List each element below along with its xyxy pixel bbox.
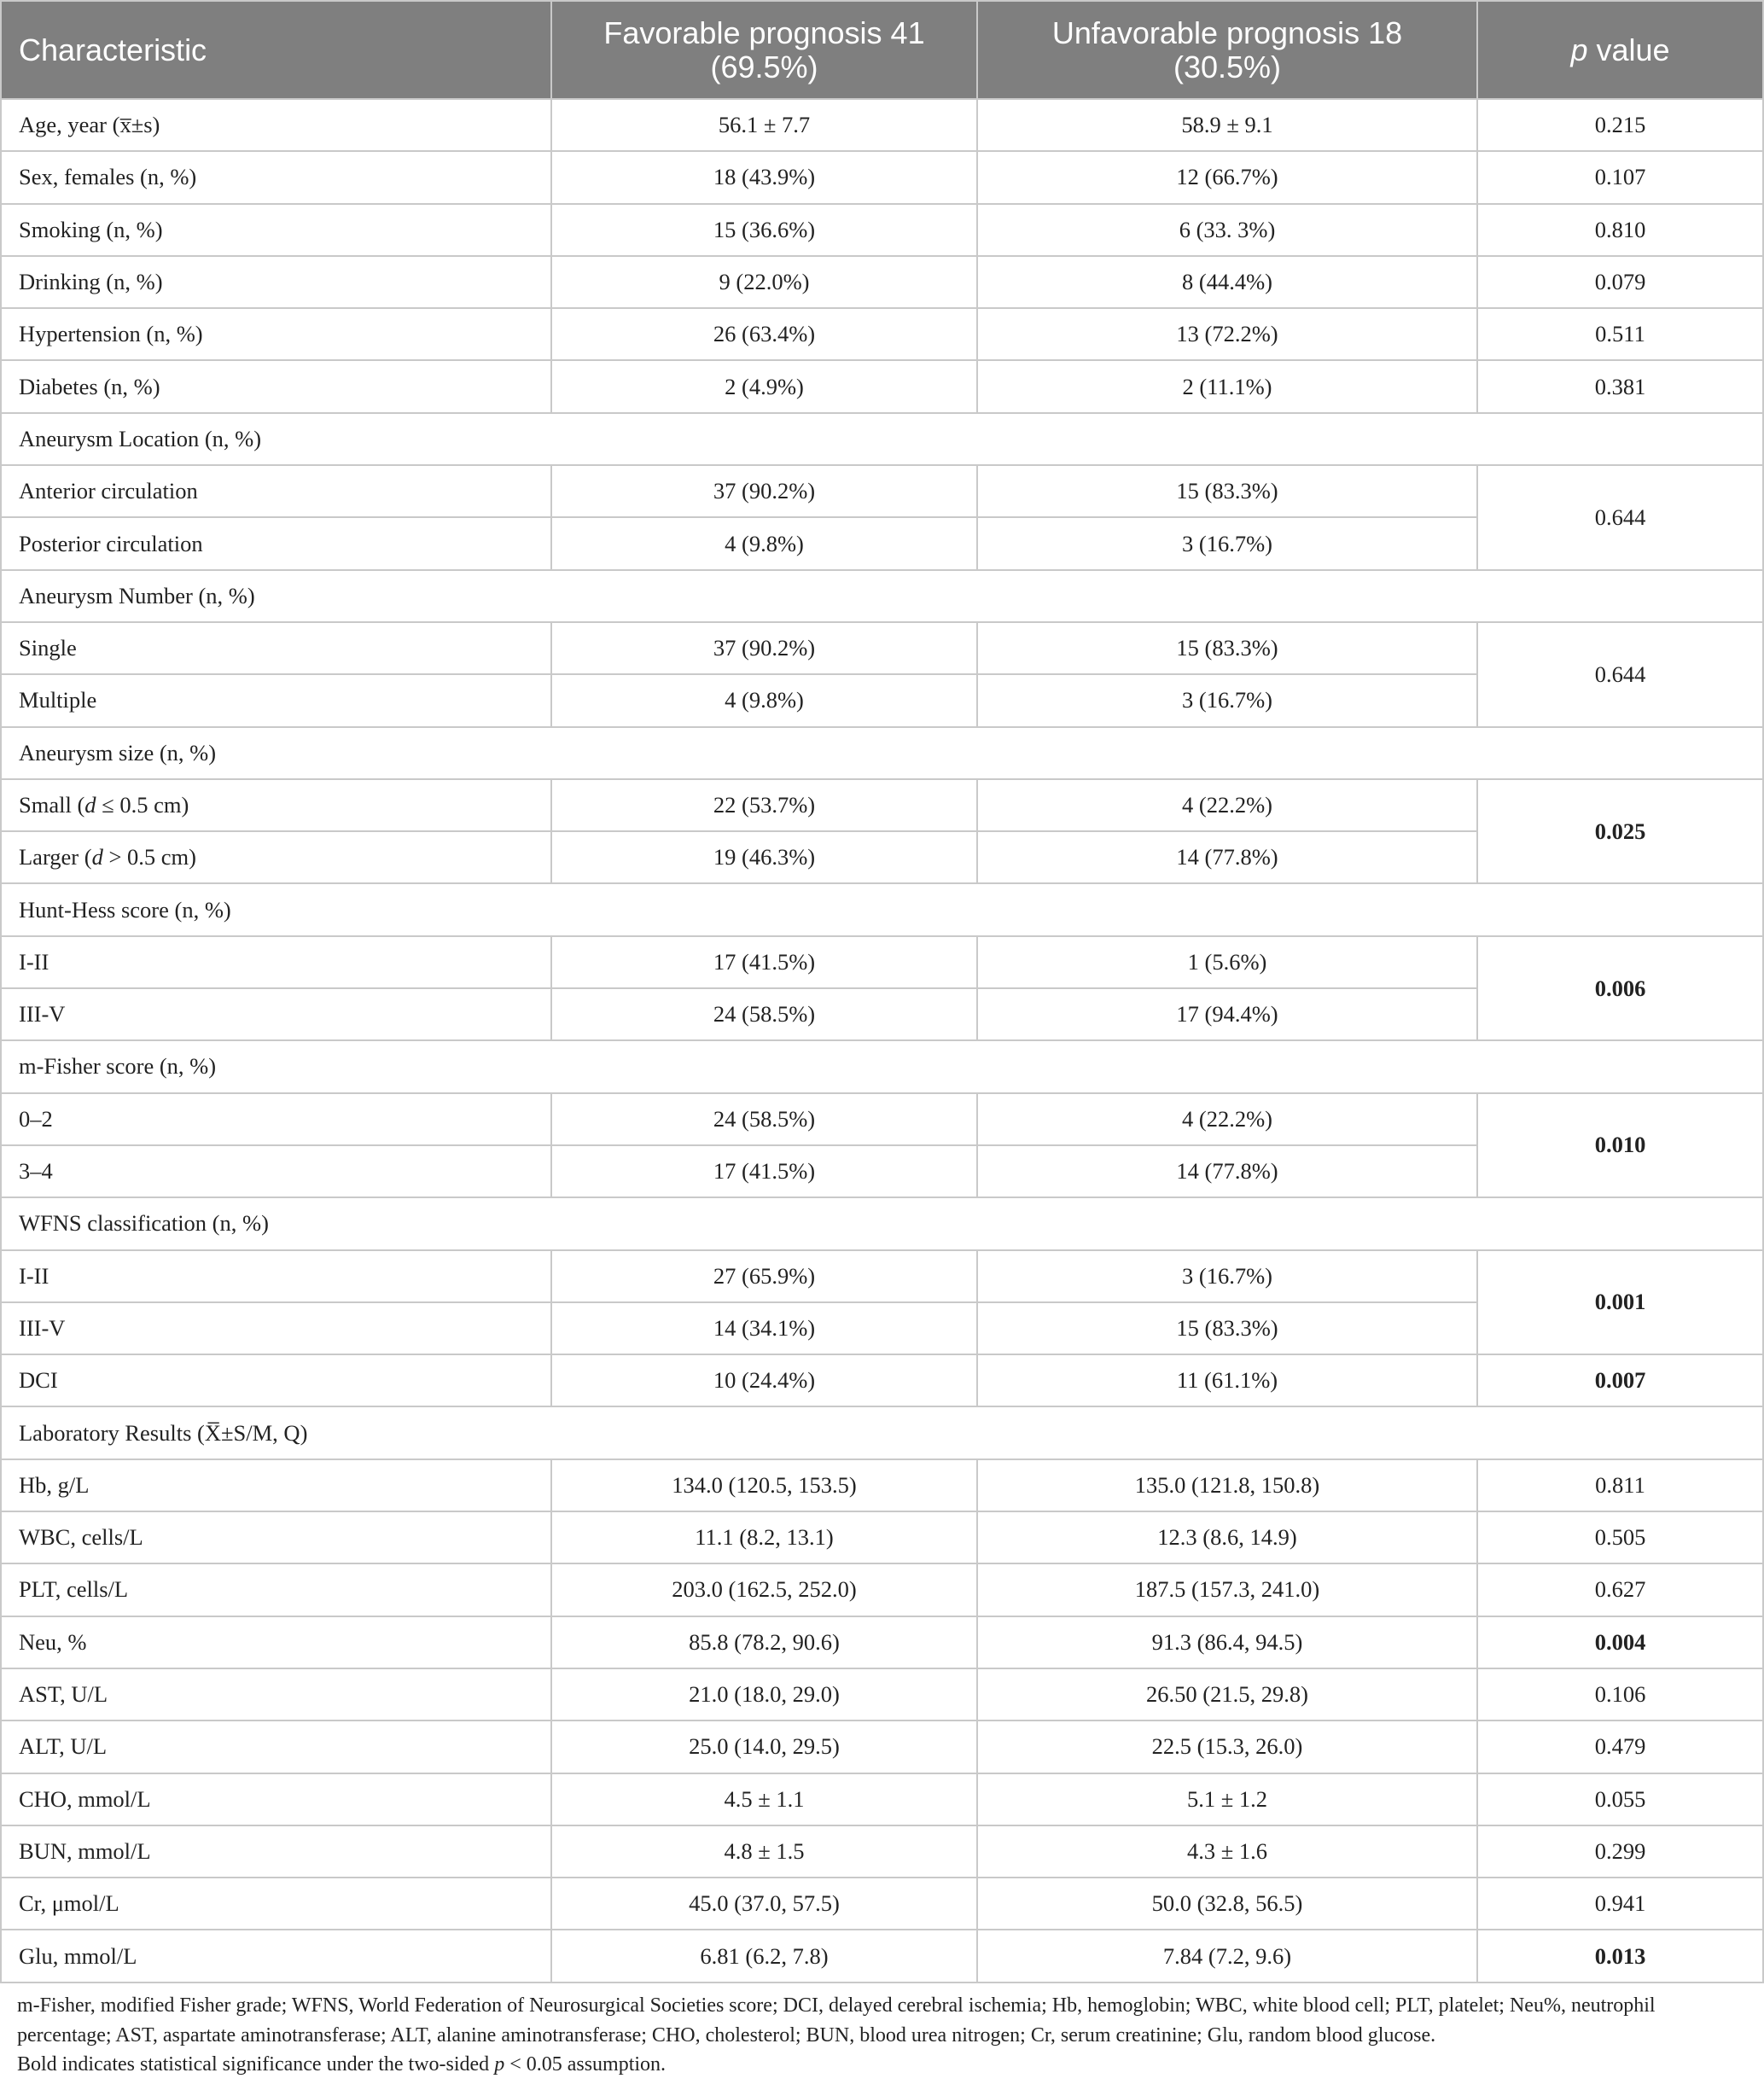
- section-header-row: [1, 883, 1763, 935]
- row-label: Neu, %: [1, 1616, 551, 1668]
- table-row: [1, 465, 1763, 517]
- unfavorable-cell: 3 (16.7%): [977, 674, 1477, 726]
- row-label: Posterior circulation: [1, 517, 551, 569]
- header-favorable: [551, 1, 977, 99]
- header-row: [1, 1, 1763, 99]
- p-value-cell-significant: 0.004: [1477, 1616, 1763, 1668]
- unfavorable-cell: 3 (16.7%): [977, 1250, 1477, 1302]
- table-row: [1, 256, 1763, 308]
- header-unfavorable-line2: (30.5%): [1173, 49, 1282, 84]
- row-label: ALT, U/L: [1, 1720, 551, 1773]
- favorable-cell: 21.0 (18.0, 29.0): [551, 1668, 977, 1720]
- favorable-cell: 45.0 (37.0, 57.5): [551, 1878, 977, 1930]
- section-header-row: [1, 1406, 1763, 1458]
- header-p-letter: p: [1570, 32, 1588, 67]
- p-value-cell-significant: 0.025: [1477, 779, 1763, 884]
- favorable-cell: 4.8 ± 1.5: [551, 1825, 977, 1878]
- p-value-cell: 0.505: [1477, 1511, 1763, 1563]
- row-label: BUN, mmol/L: [1, 1825, 551, 1878]
- section-label: Aneurysm size (n, %): [1, 727, 1763, 779]
- row-label: Age, year (x̅±s): [1, 99, 551, 151]
- table-row: [1, 779, 1763, 831]
- row-label: WBC, cells/L: [1, 1511, 551, 1563]
- favorable-cell: 4.5 ± 1.1: [551, 1773, 977, 1825]
- section-label: Hunt-Hess score (n, %): [1, 883, 1763, 935]
- section-header-row: [1, 1040, 1763, 1092]
- p-value-cell: 0.079: [1477, 256, 1763, 308]
- favorable-cell: 22 (53.7%): [551, 779, 977, 831]
- table-row: [1, 1878, 1763, 1930]
- table-row: [1, 1825, 1763, 1878]
- favorable-cell: 26 (63.4%): [551, 308, 977, 360]
- table-row: [1, 1354, 1763, 1406]
- section-label: Aneurysm Location (n, %): [1, 413, 1763, 465]
- section-label: WFNS classification (n, %): [1, 1197, 1763, 1249]
- row-label: DCI: [1, 1354, 551, 1406]
- favorable-cell: 15 (36.6%): [551, 204, 977, 256]
- unfavorable-cell: 7.84 (7.2, 9.6): [977, 1930, 1477, 1982]
- footnote-part: Bold indicates statistical significance under the two-sided: [17, 2053, 495, 2076]
- row-label: Anterior circulation: [1, 465, 551, 517]
- row-label: Sex, females (n, %): [1, 151, 551, 203]
- favorable-cell: 25.0 (14.0, 29.5): [551, 1720, 977, 1773]
- row-label: III-V: [1, 988, 551, 1040]
- favorable-cell: 4 (9.8%): [551, 517, 977, 569]
- row-label: Diabetes (n, %): [1, 360, 551, 412]
- unfavorable-cell: 22.5 (15.3, 26.0): [977, 1720, 1477, 1773]
- p-value-cell-significant: 0.013: [1477, 1930, 1763, 1982]
- p-value-cell: 0.644: [1477, 465, 1763, 570]
- table-row: [1, 1773, 1763, 1825]
- table-row: [1, 360, 1763, 412]
- row-label: PLT, cells/L: [1, 1563, 551, 1616]
- p-value-cell: 0.381: [1477, 360, 1763, 412]
- unfavorable-cell: 6 (33. 3%): [977, 204, 1477, 256]
- p-value-cell: 0.941: [1477, 1878, 1763, 1930]
- table-row: [1, 1720, 1763, 1773]
- table-row: [1, 1093, 1763, 1145]
- row-label: III-V: [1, 1302, 551, 1354]
- p-value-cell-significant: 0.007: [1477, 1354, 1763, 1406]
- favorable-cell: 11.1 (8.2, 13.1): [551, 1511, 977, 1563]
- favorable-cell: 14 (34.1%): [551, 1302, 977, 1354]
- unfavorable-cell: 4 (22.2%): [977, 779, 1477, 831]
- favorable-cell: 134.0 (120.5, 153.5): [551, 1459, 977, 1511]
- favorable-cell: 203.0 (162.5, 252.0): [551, 1563, 977, 1616]
- label-part: Larger (: [19, 844, 92, 870]
- table-row: [1, 308, 1763, 360]
- table-row: [1, 1616, 1763, 1668]
- row-label: Single: [1, 622, 551, 674]
- unfavorable-cell: 13 (72.2%): [977, 308, 1477, 360]
- table-row: [1, 936, 1763, 988]
- row-label: AST, U/L: [1, 1668, 551, 1720]
- row-label: Hb, g/L: [1, 1459, 551, 1511]
- favorable-cell: 9 (22.0%): [551, 256, 977, 308]
- section-header-row: [1, 1197, 1763, 1249]
- table-row: [1, 1511, 1763, 1563]
- unfavorable-cell: 12 (66.7%): [977, 151, 1477, 203]
- favorable-cell: 2 (4.9%): [551, 360, 977, 412]
- unfavorable-cell: 1 (5.6%): [977, 936, 1477, 988]
- unfavorable-cell: 17 (94.4%): [977, 988, 1477, 1040]
- table-row: [1, 1459, 1763, 1511]
- favorable-cell: 85.8 (78.2, 90.6): [551, 1616, 977, 1668]
- favorable-cell: 18 (43.9%): [551, 151, 977, 203]
- p-value-cell: 0.627: [1477, 1563, 1763, 1616]
- table-row: [1, 204, 1763, 256]
- section-label: Aneurysm Number (n, %): [1, 570, 1763, 622]
- unfavorable-cell: 50.0 (32.8, 56.5): [977, 1878, 1477, 1930]
- unfavorable-cell: 15 (83.3%): [977, 465, 1477, 517]
- table-row: [1, 1930, 1763, 1982]
- p-value-cell: 0.644: [1477, 622, 1763, 727]
- unfavorable-cell: 91.3 (86.4, 94.5): [977, 1616, 1477, 1668]
- favorable-cell: 37 (90.2%): [551, 622, 977, 674]
- unfavorable-cell: 3 (16.7%): [977, 517, 1477, 569]
- favorable-cell: 6.81 (6.2, 7.8): [551, 1930, 977, 1982]
- row-label: Multiple: [1, 674, 551, 726]
- table-header: [1, 1, 1763, 99]
- header-characteristic: Characteristic: [1, 1, 551, 99]
- table-row: [1, 99, 1763, 151]
- unfavorable-cell: 11 (61.1%): [977, 1354, 1477, 1406]
- row-label: CHO, mmol/L: [1, 1773, 551, 1825]
- p-value-cell: 0.215: [1477, 99, 1763, 151]
- label-variable: d: [91, 844, 103, 870]
- footnote-part: < 0.05 assumption.: [504, 2053, 667, 2076]
- p-value-cell: 0.106: [1477, 1668, 1763, 1720]
- row-label: Drinking (n, %): [1, 256, 551, 308]
- unfavorable-cell: 15 (83.3%): [977, 622, 1477, 674]
- favorable-cell: 27 (65.9%): [551, 1250, 977, 1302]
- unfavorable-cell: 4.3 ± 1.6: [977, 1825, 1477, 1878]
- p-value-cell: 0.055: [1477, 1773, 1763, 1825]
- section-label: m-Fisher score (n, %): [1, 1040, 1763, 1092]
- row-label: Smoking (n, %): [1, 204, 551, 256]
- p-value-cell: 0.811: [1477, 1459, 1763, 1511]
- row-label: [1, 779, 551, 831]
- unfavorable-cell: 2 (11.1%): [977, 360, 1477, 412]
- footnote-abbreviations: m-Fisher, modified Fisher grade; WFNS, World Federation of Neurosurgical Societies score; DCI, delayed cerebral ischemia; Hb, hemoglobin; WBC, white blood cell; PLT, platelet; Neu%, neutrophil percentage; AST, aspartate aminotransferase; ALT, alanine aminotransferase; CHO, cholesterol; BUN, blood urea nitrogen; Cr, serum creatinine; Glu, random blood glucose.: [17, 1994, 1656, 2047]
- table-row: [1, 151, 1763, 203]
- header-favorable-line1: Favorable prognosis 41: [603, 15, 925, 50]
- favorable-cell: 24 (58.5%): [551, 1093, 977, 1145]
- table-body: [1, 99, 1763, 1982]
- unfavorable-cell: 12.3 (8.6, 14.9): [977, 1511, 1477, 1563]
- header-favorable-line2: (69.5%): [710, 49, 818, 84]
- unfavorable-cell: 4 (22.2%): [977, 1093, 1477, 1145]
- unfavorable-cell: 5.1 ± 1.2: [977, 1773, 1477, 1825]
- p-value-cell-significant: 0.010: [1477, 1093, 1763, 1198]
- favorable-cell: 17 (41.5%): [551, 936, 977, 988]
- section-header-row: [1, 413, 1763, 465]
- p-value-cell: 0.299: [1477, 1825, 1763, 1878]
- unfavorable-cell: 58.9 ± 9.1: [977, 99, 1477, 151]
- unfavorable-cell: 14 (77.8%): [977, 831, 1477, 883]
- header-unfavorable: [977, 1, 1477, 99]
- p-value-cell: 0.810: [1477, 204, 1763, 256]
- p-value-cell-significant: 0.001: [1477, 1250, 1763, 1355]
- label-variable: d: [84, 792, 96, 818]
- label-part: ≤ 0.5 cm): [96, 792, 189, 818]
- table-row: [1, 1250, 1763, 1302]
- unfavorable-cell: 8 (44.4%): [977, 256, 1477, 308]
- header-p-value: [1477, 1, 1763, 99]
- label-part: > 0.5 cm): [102, 844, 196, 870]
- row-label: I-II: [1, 1250, 551, 1302]
- unfavorable-cell: 26.50 (21.5, 29.8): [977, 1668, 1477, 1720]
- section-header-row: [1, 570, 1763, 622]
- unfavorable-cell: 187.5 (157.3, 241.0): [977, 1563, 1477, 1616]
- favorable-cell: 4 (9.8%): [551, 674, 977, 726]
- unfavorable-cell: 15 (83.3%): [977, 1302, 1477, 1354]
- header-p-rest: value: [1587, 32, 1670, 67]
- row-label: I-II: [1, 936, 551, 988]
- favorable-cell: 19 (46.3%): [551, 831, 977, 883]
- favorable-cell: 37 (90.2%): [551, 465, 977, 517]
- row-label: Cr, μmol/L: [1, 1878, 551, 1930]
- row-label: [1, 831, 551, 883]
- favorable-cell: 56.1 ± 7.7: [551, 99, 977, 151]
- unfavorable-cell: 135.0 (121.8, 150.8): [977, 1459, 1477, 1511]
- footnote-significance: [17, 2050, 1749, 2080]
- row-label: 3–4: [1, 1145, 551, 1197]
- favorable-cell: 17 (41.5%): [551, 1145, 977, 1197]
- label-part: Small (: [19, 792, 85, 818]
- table-row: [1, 1563, 1763, 1616]
- unfavorable-cell: 14 (77.8%): [977, 1145, 1477, 1197]
- row-label: 0–2: [1, 1093, 551, 1145]
- p-value-cell: 0.479: [1477, 1720, 1763, 1773]
- row-label: Glu, mmol/L: [1, 1930, 551, 1982]
- table-footnote: [17, 1991, 1749, 2080]
- table-row: [1, 1668, 1763, 1720]
- section-header-row: [1, 727, 1763, 779]
- header-unfavorable-line1: Unfavorable prognosis 18: [1051, 15, 1403, 50]
- table-row: [1, 622, 1763, 674]
- footnote-variable: p: [494, 2053, 505, 2076]
- p-value-cell: 0.107: [1477, 151, 1763, 203]
- section-label: Laboratory Results (X̅±S/M, Q): [1, 1406, 1763, 1458]
- p-value-cell: 0.511: [1477, 308, 1763, 360]
- favorable-cell: 24 (58.5%): [551, 988, 977, 1040]
- p-value-cell-significant: 0.006: [1477, 936, 1763, 1041]
- row-label: Hypertension (n, %): [1, 308, 551, 360]
- favorable-cell: 10 (24.4%): [551, 1354, 977, 1406]
